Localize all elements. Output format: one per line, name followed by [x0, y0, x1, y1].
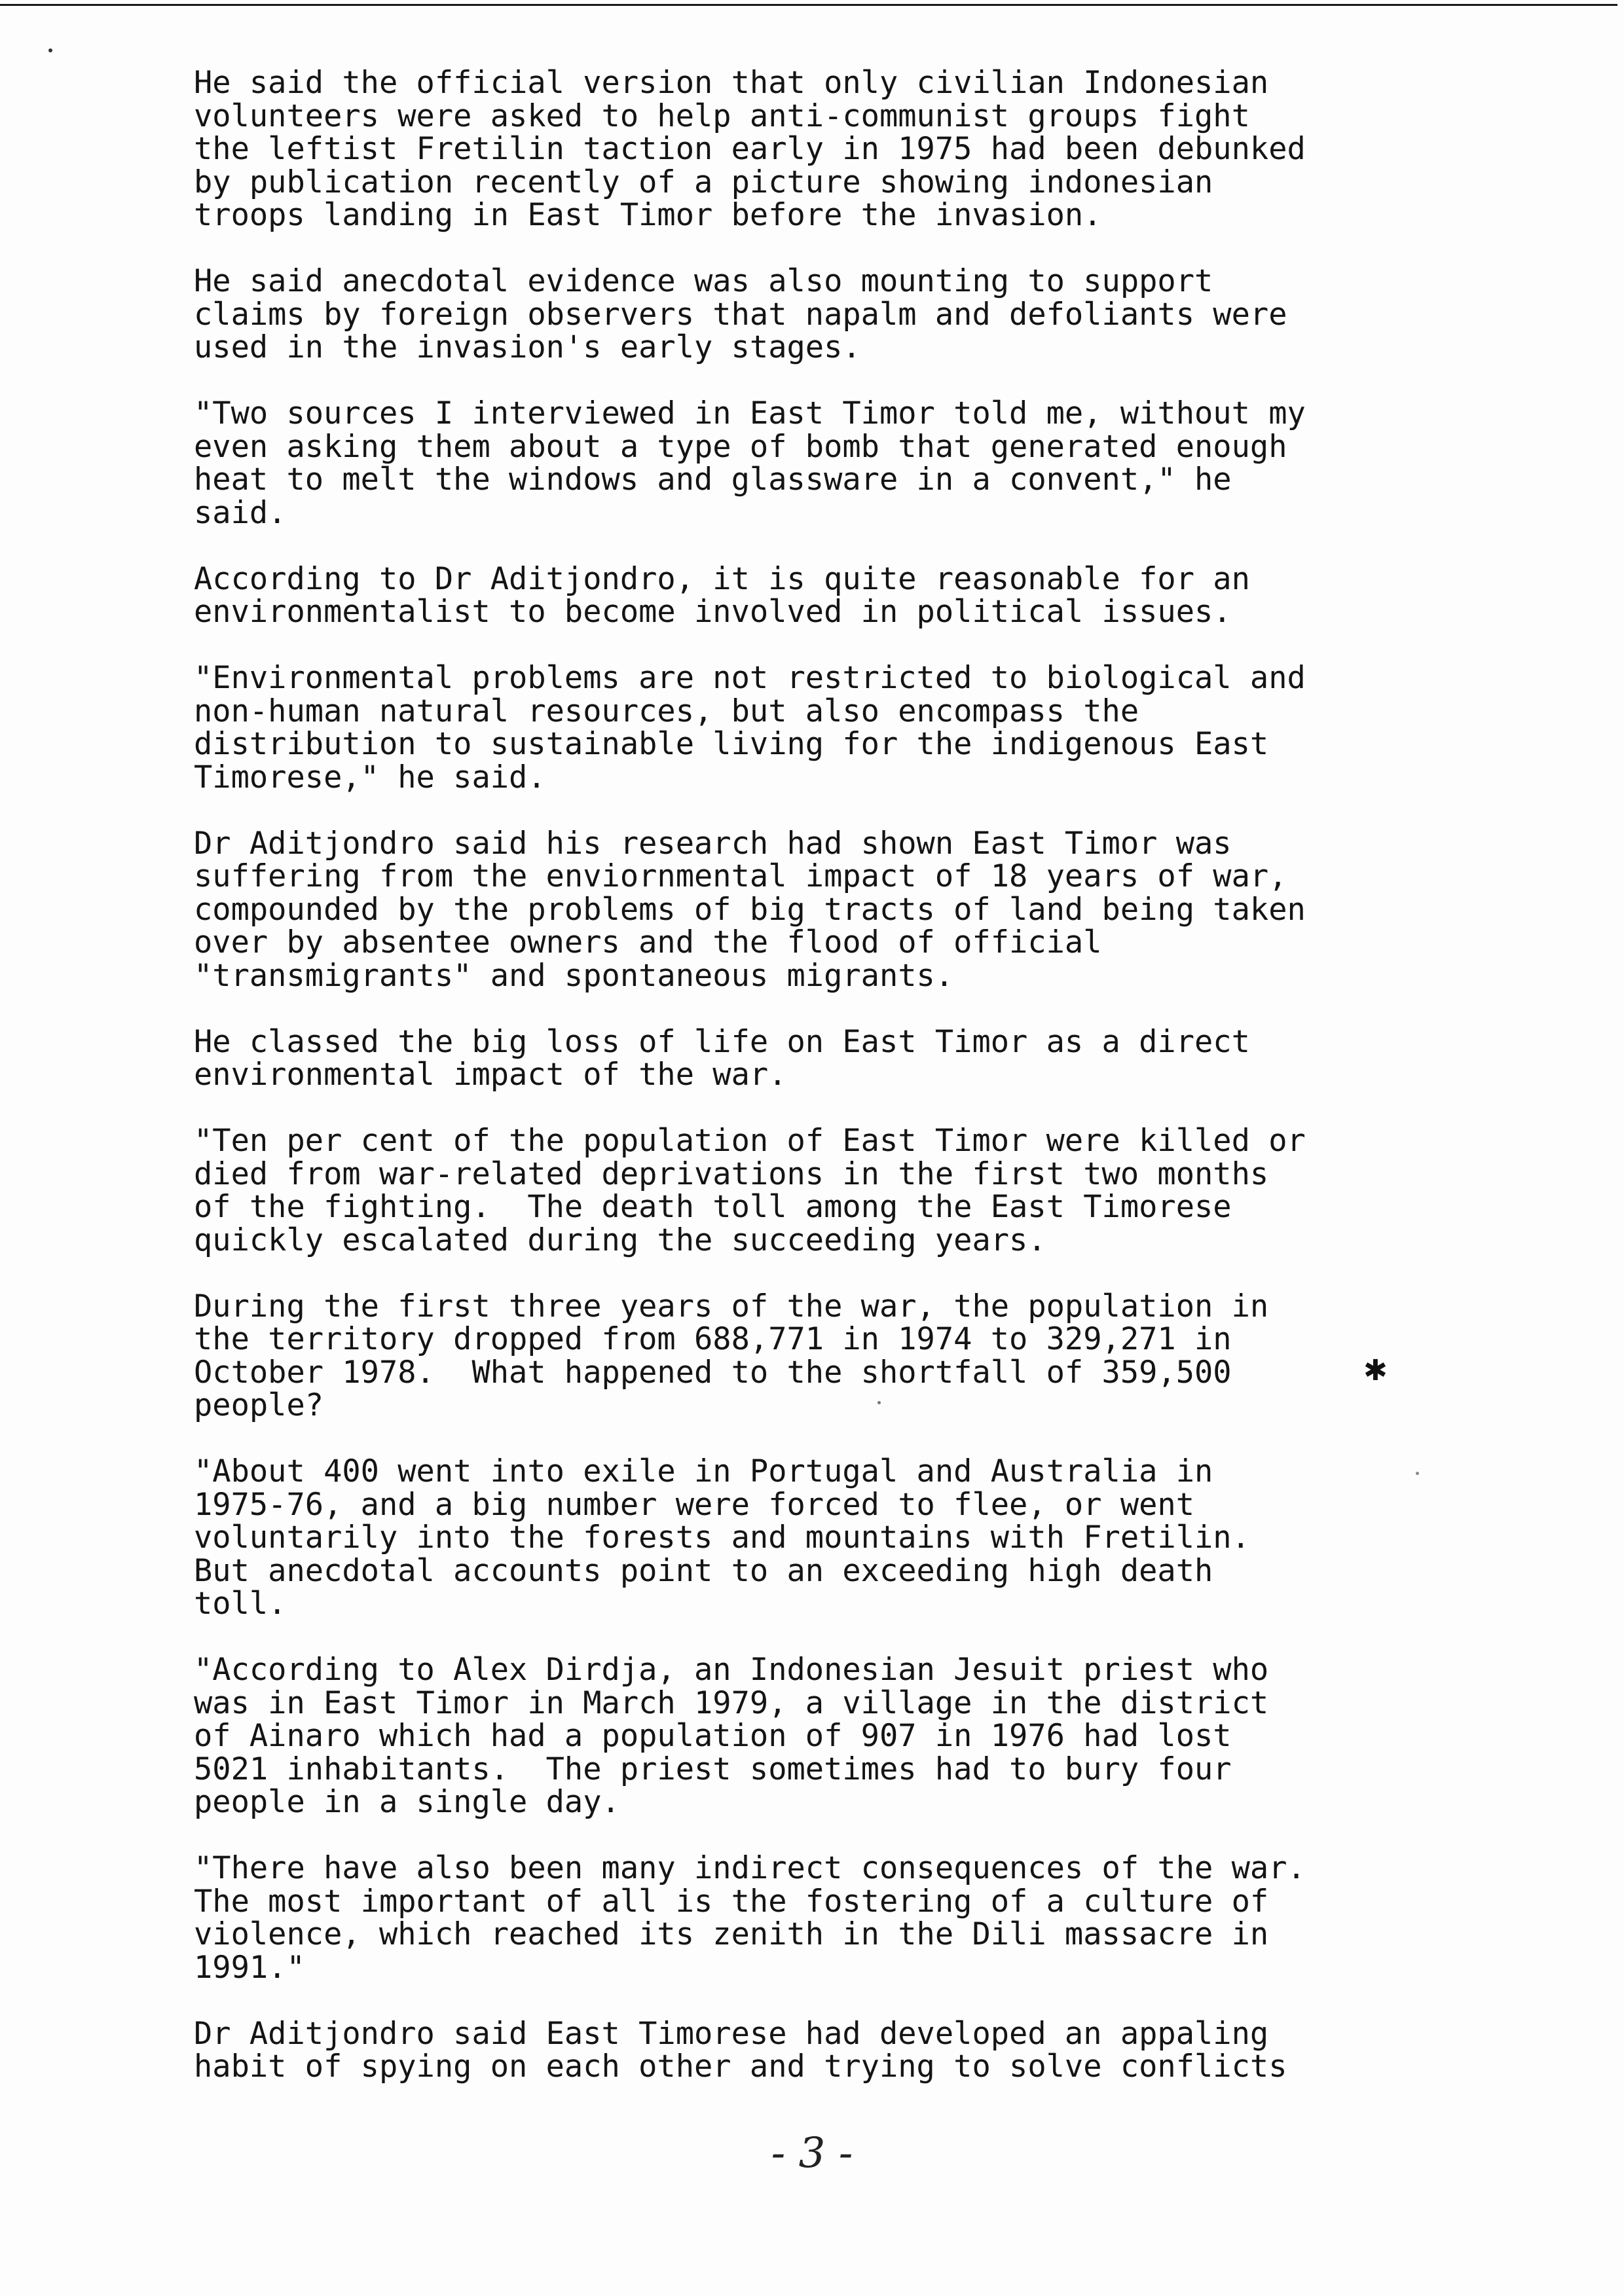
text-line: voluntarily into the forests and mountains with Fretilin. [194, 1520, 1250, 1556]
scan-speck [1416, 1472, 1419, 1475]
scan-speck [48, 48, 52, 52]
text-line: "Ten per cent of the population of East Timor were killed or [194, 1123, 1306, 1159]
text-line: Timorese," he said. [194, 759, 546, 795]
top-scan-edge [0, 4, 1617, 6]
text-line: troops landing in East Timor before the invasion. [194, 197, 1102, 233]
text-line: "transmigrants" and spontaneous migrants. [194, 957, 954, 994]
paragraph [194, 662, 1399, 794]
text-line: But anecdotal accounts point to an exceeding high death [194, 1552, 1213, 1589]
page-number: - 3 - [771, 2129, 853, 2178]
text-line: Dr Aditjondro said his research had shown East Timor was [194, 825, 1232, 862]
text-line: died from war-related deprivations in the first two months [194, 1156, 1269, 1192]
paragraph [194, 397, 1399, 530]
paragraph [194, 1023, 1399, 1093]
text-line: "According to Alex Dirdja, an Indonesian Jesuit priest who [194, 1652, 1269, 1688]
text-line: According to Dr Aditjondro, it is quite reasonable for an [194, 560, 1250, 597]
text-line: was in East Timor in March 1979, a village in the district [194, 1685, 1269, 1721]
text-line: of the fighting. The death toll among the East Timorese [194, 1189, 1232, 1225]
text-line: heat to melt the windows and glassware in a convent," he [194, 462, 1232, 498]
text-line: suffering from the enviornmental impact of 18 years of war, [194, 858, 1287, 894]
text-line: of Ainaro which had a population of 907 in 1976 had lost [194, 1718, 1232, 1754]
text-line: He classed the big loss of life on East Timor as a direct [194, 1023, 1250, 1060]
paragraph [194, 1654, 1399, 1819]
text-line: used in the invasion's early stages. [194, 329, 861, 365]
text-line: people? [194, 1387, 324, 1423]
text-line: by publication recently of a picture showing indonesian [194, 164, 1213, 200]
text-line: people in a single day. [194, 1784, 620, 1820]
paragraph [194, 2015, 1399, 2085]
text-line: the territory dropped from 688,771 in 1974 to 329,271 in [194, 1321, 1232, 1357]
paragraph [194, 1852, 1399, 1984]
text-line: compounded by the problems of big tracts of land being taken [194, 891, 1306, 928]
text-line: non-human natural resources, but also encompass the [194, 693, 1139, 729]
paragraph [194, 1125, 1399, 1257]
paragraph [194, 825, 1399, 994]
paragraph [194, 560, 1399, 630]
text-line: even asking them about a type of bomb that generated enough [194, 428, 1287, 465]
paragraph [194, 1455, 1399, 1621]
text-line: October 1978. What happened to the shortfall of 359,500 [194, 1354, 1232, 1391]
text-line: 1991." [194, 1949, 305, 1986]
text-line: Dr Aditjondro said East Timorese had developed an appaling [194, 2015, 1269, 2052]
text-line: habit of spying on each other and trying to solve conflicts [194, 2049, 1287, 2085]
text-line: 1975-76, and a big number were forced to flee, or went [194, 1486, 1195, 1523]
text-line: violence, which reached its zenith in the Dili massacre in [194, 1916, 1269, 1952]
text-line: distribution to sustainable living for the indigenous East [194, 726, 1269, 762]
text-line: over by absentee owners and the flood of official [194, 924, 1102, 960]
text-line: "About 400 went into exile in Portugal and Australia in [194, 1453, 1213, 1489]
text-line: "Environmental problems are not restricted to biological and [194, 660, 1306, 696]
text-line: environmental impact of the war. [194, 1057, 787, 1093]
text-line: said. [194, 494, 287, 531]
text-line: 5021 inhabitants. The priest sometimes had to bury four [194, 1751, 1232, 1787]
text-line: volunteers were asked to help anti-communist groups fight [194, 98, 1250, 134]
text-line: "There have also been many indirect consequences of the war. [194, 1850, 1306, 1886]
text-line: quickly escalated during the succeeding years. [194, 1222, 1046, 1258]
paragraph [194, 265, 1399, 365]
paragraph [194, 1290, 1399, 1423]
text-line: The most important of all is the fostering of a culture of [194, 1883, 1269, 1920]
text-line: environmentalist to become involved in political issues. [194, 594, 1232, 630]
text-line: claims by foreign observers that napalm and defoliants were [194, 296, 1287, 333]
text-line: toll. [194, 1586, 287, 1622]
document-body [194, 67, 1399, 2084]
text-line: During the first three years of the war, the population in [194, 1288, 1269, 1324]
text-line: He said anecdotal evidence was also mounting to support [194, 263, 1213, 299]
scan-blot-mark: ✱ [1363, 1354, 1388, 1387]
text-line: "Two sources I interviewed in East Timor told me, without my [194, 395, 1306, 431]
text-line: the leftist Fretilin taction early in 1975 had been debunked [194, 131, 1306, 167]
paragraph [194, 67, 1399, 232]
text-line: He said the official version that only civilian Indonesian [194, 65, 1269, 101]
